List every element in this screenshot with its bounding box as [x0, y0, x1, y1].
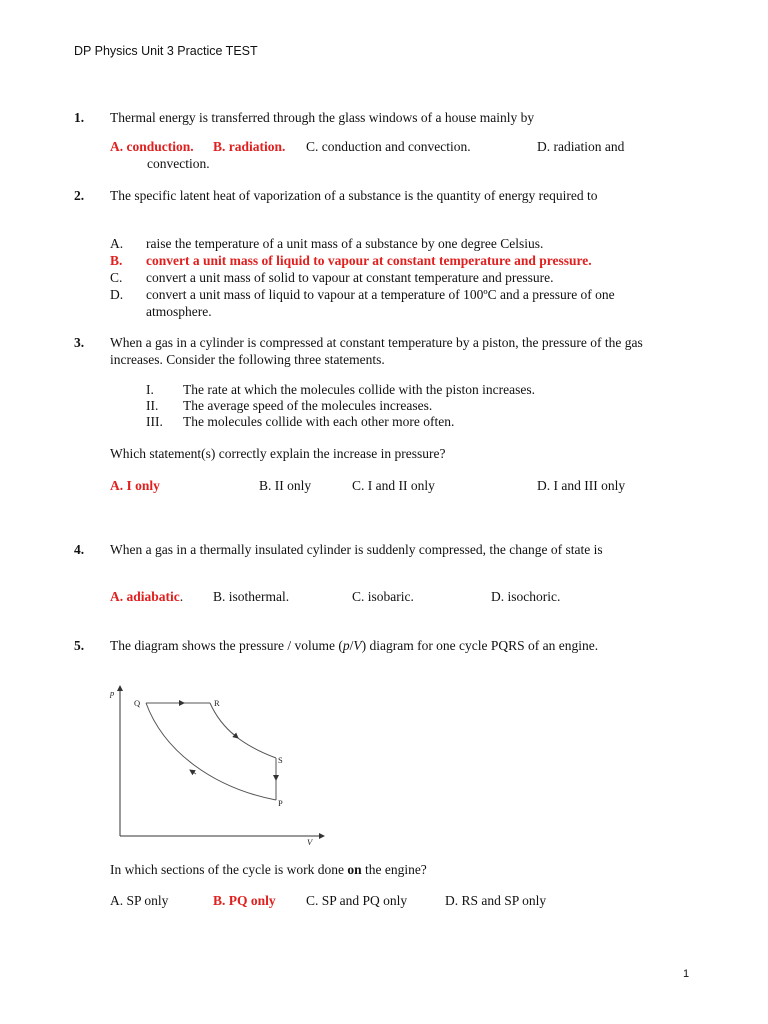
option-b[interactable]: B. isothermal.	[213, 589, 290, 604]
question-number: 3.	[74, 335, 85, 350]
statement-number: II.	[146, 398, 159, 413]
option-b[interactable]: B. II only	[259, 478, 312, 493]
point-p-label: P	[278, 798, 283, 808]
option-a-text: A. adiabatic	[110, 589, 180, 604]
option-letter: C.	[110, 270, 123, 285]
option-d[interactable]: D. I and III only	[537, 478, 626, 493]
option-c[interactable]: C. isobaric.	[352, 589, 414, 604]
option-d[interactable]: D. RS and SP only	[445, 893, 547, 908]
option-c[interactable]: C. SP and PQ only	[306, 893, 408, 908]
statement-text: The average speed of the molecules increases.	[183, 398, 433, 413]
option-b[interactable]: B. PQ only	[213, 893, 276, 908]
statement-2	[146, 398, 535, 414]
question-text: The specific latent heat of vaporization of a substance is the quantity of energy required to	[110, 188, 598, 203]
question-prompt: Which statement(s) correctly explain the increase in pressure?	[110, 446, 446, 461]
option-text: convert a unit mass of liquid to vapour at constant temperature and pressure.	[146, 253, 592, 268]
option-a[interactable]: A. I only	[110, 478, 160, 493]
option-c[interactable]: C. conduction and convection.	[306, 139, 471, 154]
option-d-continued: convection.	[147, 156, 210, 171]
option-letter: B.	[110, 253, 123, 268]
option-letter: A.	[110, 236, 124, 251]
question-text: When a gas in a cylinder is compressed at constant temperature by a piston, the pressure of the gas increases. Consider the following three statements.	[110, 335, 643, 367]
statement-3	[146, 414, 535, 430]
statement-1	[146, 382, 535, 398]
option-d[interactable]	[110, 286, 670, 320]
point-r-label: R	[214, 698, 220, 708]
option-letter: D.	[110, 287, 124, 302]
option-b[interactable]: B. radiation.	[213, 139, 286, 154]
option-c[interactable]	[110, 269, 670, 286]
segment-pq	[146, 703, 276, 800]
statement-text: The rate at which the molecules collide with the piston increases.	[183, 382, 536, 397]
option-a-punct: .	[179, 589, 184, 604]
question-number: 1.	[74, 110, 85, 125]
arrow-pq	[190, 770, 196, 774]
question-text: The diagram shows the pressure / volume (p/V) diagram for one cycle PQRS of an engine.	[110, 638, 599, 653]
point-s-label: S	[278, 755, 283, 765]
statement-number: III.	[146, 414, 163, 429]
option-c[interactable]: C. I and II only	[352, 478, 435, 493]
option-a[interactable]	[110, 589, 183, 605]
option-d[interactable]: D. isochoric.	[491, 589, 561, 604]
point-q-label: Q	[134, 698, 141, 708]
page-number: 1	[683, 968, 690, 980]
statement-text: The molecules collide with each other more often.	[183, 414, 455, 429]
statement-number: I.	[146, 382, 154, 397]
question-text: When a gas in a thermally insulated cylinder is suddenly compressed, the change of state is	[110, 542, 603, 557]
option-text: convert a unit mass of solid to vapour at constant temperature and pressure.	[146, 270, 554, 285]
x-axis-label: V	[307, 837, 313, 847]
option-text: convert a unit mass of liquid to vapour at a temperature of 100ºC and a pressure of one atmosphere.	[146, 287, 615, 319]
page-header: DP Physics Unit 3 Practice TEST	[74, 44, 258, 58]
question-prompt: In which sections of the cycle is work done on the engine?	[110, 862, 427, 877]
option-b[interactable]	[110, 252, 670, 269]
question-number: 2.	[74, 188, 85, 203]
y-axis-label: p	[110, 688, 115, 698]
arrow-rs	[232, 733, 238, 738]
segment-rs	[210, 703, 276, 758]
option-d[interactable]: D. radiation and	[537, 139, 625, 154]
question-text: Thermal energy is transferred through the glass windows of a house mainly by	[110, 110, 535, 125]
option-text: raise the temperature of a unit mass of a substance by one degree Celsius.	[146, 236, 544, 251]
option-a[interactable]: A. conduction.	[110, 139, 194, 154]
option-a[interactable]: A. SP only	[110, 893, 169, 908]
question-number: 4.	[74, 542, 85, 557]
pv-diagram	[104, 682, 334, 852]
question-number: 5.	[74, 638, 85, 653]
option-a[interactable]	[110, 235, 670, 252]
